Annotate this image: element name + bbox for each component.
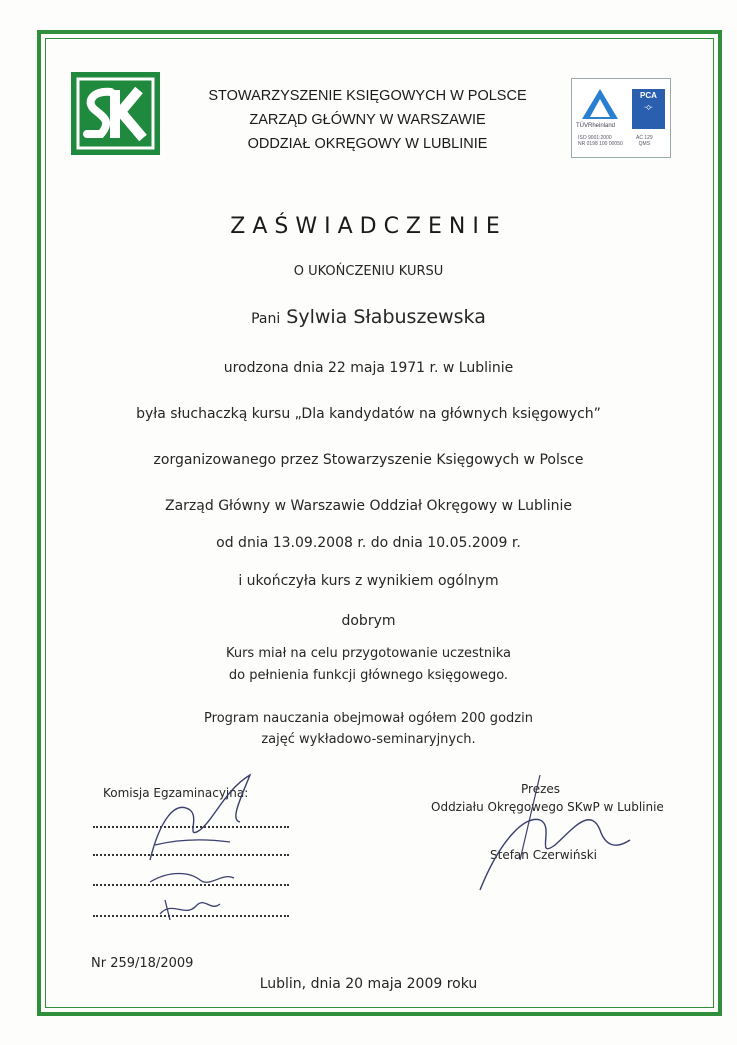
course-info: była słuchaczką kursu „Dla kandydatów na głównych księgowych” <box>136 406 601 422</box>
president-unit: Oddziału Okręgowego SKwP w Lublinie <box>431 800 664 814</box>
skwp-logo <box>71 72 160 155</box>
document-number: Nr 259/18/2009 <box>91 956 194 971</box>
signature-line-2 <box>93 854 289 856</box>
purpose-line-2: do pełnienia funkcji głównego księgowego. <box>228 668 509 683</box>
signature-line-3 <box>93 884 289 886</box>
president-title: Prezes <box>521 782 561 796</box>
commission-label: Komisja Egzaminacyjna: <box>103 786 249 800</box>
header-line-2: ZARZĄD GŁÓWNY W WARSZAWIE <box>249 112 486 128</box>
recipient-name: Sylwia Słabuszewska <box>286 306 486 328</box>
tuv-triangle-icon <box>580 87 620 121</box>
result-grade: dobrym <box>341 613 396 629</box>
document-title: ZAŚWIADCZENIE <box>230 214 507 239</box>
result-intro: i ukończyła kurs z wynikiem ogólnym <box>238 573 499 589</box>
certification-badge <box>571 78 671 158</box>
president-name: Stefan Czerwiński <box>490 848 597 862</box>
birth-info: urodzona dnia 22 maja 1971 r. w Lublinie <box>223 360 514 376</box>
signature-line-1 <box>93 826 289 828</box>
ac-info: AC 129 QMS <box>636 135 653 147</box>
inner-border <box>45 38 714 1008</box>
iso-info: ISO 9001:2000 NR 0198 100 00050 <box>578 135 623 147</box>
tuv-label: TÜVRheinland <box>576 123 616 129</box>
recipient-row <box>60 306 677 328</box>
header-line-1: STOWARZYSZENIE KSIĘGOWYCH W POLSCE <box>208 88 527 104</box>
branch-info: Zarząd Główny w Warszawie Oddział Okręgowy w Lublinie <box>165 498 572 514</box>
pca-mark: PCA ◦◇◦ <box>632 89 665 129</box>
document-subtitle: O UKOŃCZENIU KURSU <box>293 264 444 279</box>
header-line-3: ODDZIAŁ OKRĘGOWY W LUBLINIE <box>247 136 488 152</box>
salutation: Pani <box>251 311 281 327</box>
program-line-1: Program nauczania obejmował ogółem 200 godzin <box>204 711 533 726</box>
organization-header <box>190 84 545 156</box>
course-dates: od dnia 13.09.2008 r. do dnia 10.05.2009 r. <box>216 535 521 551</box>
purpose-line-1: Kurs miał na celu przygotowanie uczestnika <box>225 646 512 661</box>
signature-line-4 <box>93 915 289 917</box>
place-and-date: Lublin, dnia 20 maja 2009 roku <box>259 976 478 992</box>
organizer-info: zorganizowanego przez Stowarzyszenie Księgowych w Polsce <box>153 452 584 468</box>
program-line-2: zajęć wykładowo-seminaryjnych. <box>261 732 476 747</box>
